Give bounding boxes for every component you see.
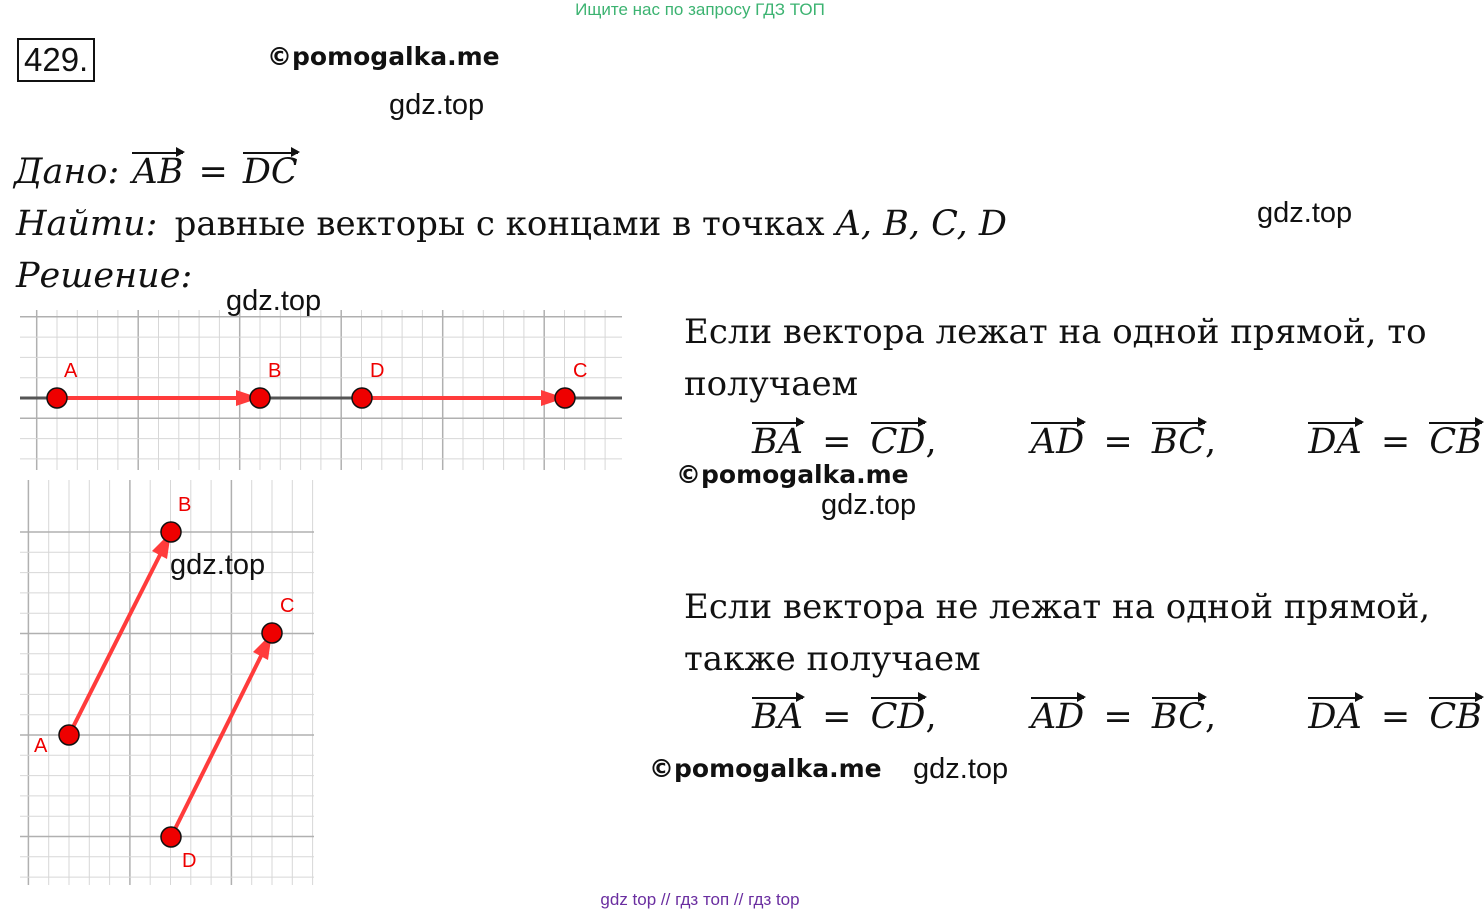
label-c: C [573,360,588,382]
watermark-gdz: gdz.top [913,753,1009,785]
grid [20,310,622,470]
point-b [161,522,181,542]
eq-sign: = [1380,422,1411,462]
vector-ba: BA [752,422,803,462]
eq-sign: = [822,697,852,737]
label-a: A [64,360,78,382]
given-colon: : [107,152,120,192]
label-d: D [182,850,197,872]
equalities-row-1 [752,420,1482,462]
para2-line1: Если вектора не лежат на одной прямой, [684,587,1431,627]
diagram-parallel [20,480,314,885]
footer-links: gdz top // гдз топ // гдз top [600,890,800,909]
vector-dc: DC [242,152,298,192]
para2-line2: также получаем [684,639,981,679]
vector-cb: CB [1429,422,1482,462]
vector-da: DA [1308,422,1362,462]
find-text: равные векторы с концами в точках [174,204,825,244]
top-banner: Ищите нас по запросу ГДЗ ТОП [575,0,825,19]
given-line [14,150,298,192]
solution-colon: : [180,256,193,296]
label-d: D [370,360,385,382]
diagram-collinear [20,310,622,470]
eq-sign: = [1380,697,1411,737]
vector-ab: AB [132,152,184,192]
vector-bc: BC [1151,697,1205,737]
vector-cd: CD [870,422,926,462]
para1-line2: получаем [684,364,859,404]
find-label: Найти [16,204,146,244]
point-d [352,388,372,408]
solution-label: Решение [16,256,181,296]
eq-sep: , [1204,697,1217,737]
eq-sign: = [1103,422,1133,462]
task-number: 429. [17,38,95,82]
point-c [262,623,282,643]
vector-ad: AD [1030,697,1085,737]
watermark-pomogalka: ©pomogalka.me [649,754,882,783]
watermark-gdz: gdz.top [170,549,266,581]
watermark-gdz: gdz.top [226,285,322,317]
eq-sign: = [1103,697,1133,737]
eq-sep: , [925,422,937,462]
given-label: Дано [14,152,108,192]
watermark-pomogalka: ©pomogalka.me [676,460,909,489]
point-d [161,827,181,847]
point-c [555,388,575,408]
point-b [250,388,270,408]
point-a [59,725,79,745]
find-colon: : [145,204,158,244]
point-a [47,388,67,408]
vector-bc: BC [1151,422,1205,462]
watermark-gdz: gdz.top [389,89,485,121]
find-points: A, B, C, D [835,204,1007,244]
equalities-row-2 [752,695,1482,737]
label-a: A [34,735,48,757]
given-eq: = [198,152,228,192]
label-b: B [178,494,192,516]
vector-da: DA [1308,697,1362,737]
vector-ad: AD [1030,422,1085,462]
vector-ba: BA [752,697,803,737]
vector-cb: CB [1429,697,1482,737]
label-b: B [268,360,282,382]
watermark-gdz: gdz.top [821,489,917,521]
vector-dc-arrow [171,648,265,837]
eq-sep: , [1204,422,1217,462]
eq-sep: , [925,697,937,737]
watermark-gdz: gdz.top [1257,197,1353,229]
label-c: C [280,595,295,617]
vector-cd: CD [870,697,926,737]
para1-line1: Если вектора лежат на одной прямой, то [684,312,1427,352]
watermark-pomogalka: ©pomogalka.me [267,42,500,71]
solution-line [16,256,192,296]
find-line [16,204,1007,244]
eq-sign: = [822,422,852,462]
